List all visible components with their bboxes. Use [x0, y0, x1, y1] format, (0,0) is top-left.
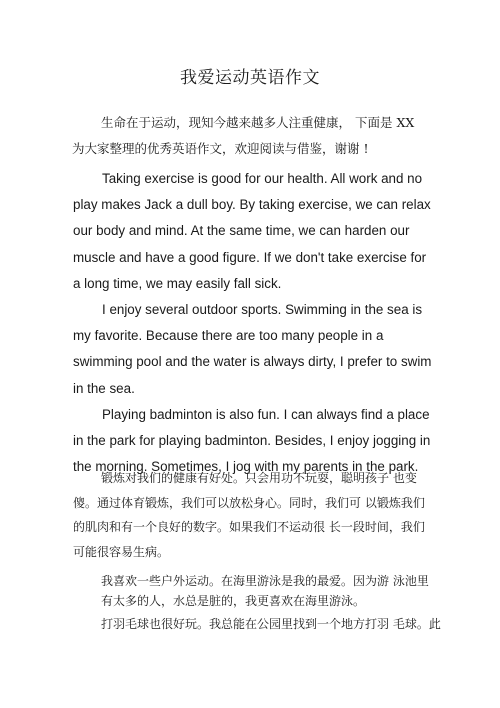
english-paragraph-3: Playing badminton is also fun. I can always find a place in the park for playing badminton. Besides, I enjoy jogging in the morning. Sometimes, I jog with my parents in the park. — [73, 406, 431, 475]
chinese-paragraph-2: 我喜欢一些户外运动。在海里游泳是我的最爱。因为游 泳池里有太多的人，水总是脏的，我更喜欢在海里游泳。 — [101, 574, 429, 608]
intro-line-2: 为大家整理的优秀英语作文，欢迎阅读与借鉴，谢谢 ! — [72, 141, 369, 156]
chinese-translation-2 — [101, 572, 431, 611]
chinese-paragraph-1: 锻炼对我们的健康有好处。只会用功不玩耍，聪明孩子 也变傻。通过体育锻炼，我们可以放松身心。同时，我们可 以锻炼我们的肌肉和有一个良好的数字。如果我们不运动很 长一段时间，我们可能很容易生病。 — [73, 471, 425, 559]
english-paragraph-2: I enjoy several outdoor sports. Swimming in the sea is my favorite. Because there are too many people in a swimming pool and the water is always dirty, I prefer to swim in the sea. — [73, 302, 432, 396]
chinese-translation-3 — [101, 615, 441, 635]
english-paragraph-1: Taking exercise is good for our health. All work and no play makes Jack a dull boy. By taking exercise, we can relax our body and mind. At the same time, we can harden our muscle and have a good figure. If we don't take exercise for a long time, we may easily fall sick. — [73, 171, 431, 291]
intro-line-1: 生命在于运动，现知今越来越多人注重健康， 下面是 XX — [101, 115, 415, 130]
document-title: 我爱运动英语作文 — [180, 68, 320, 88]
english-essay — [73, 166, 433, 480]
chinese-translation-1 — [73, 466, 429, 564]
intro-paragraph — [72, 110, 432, 162]
chinese-paragraph-3: 打羽毛球也很好玩。我总能在公园里找到一个地方打羽 毛球。此 — [101, 617, 441, 631]
